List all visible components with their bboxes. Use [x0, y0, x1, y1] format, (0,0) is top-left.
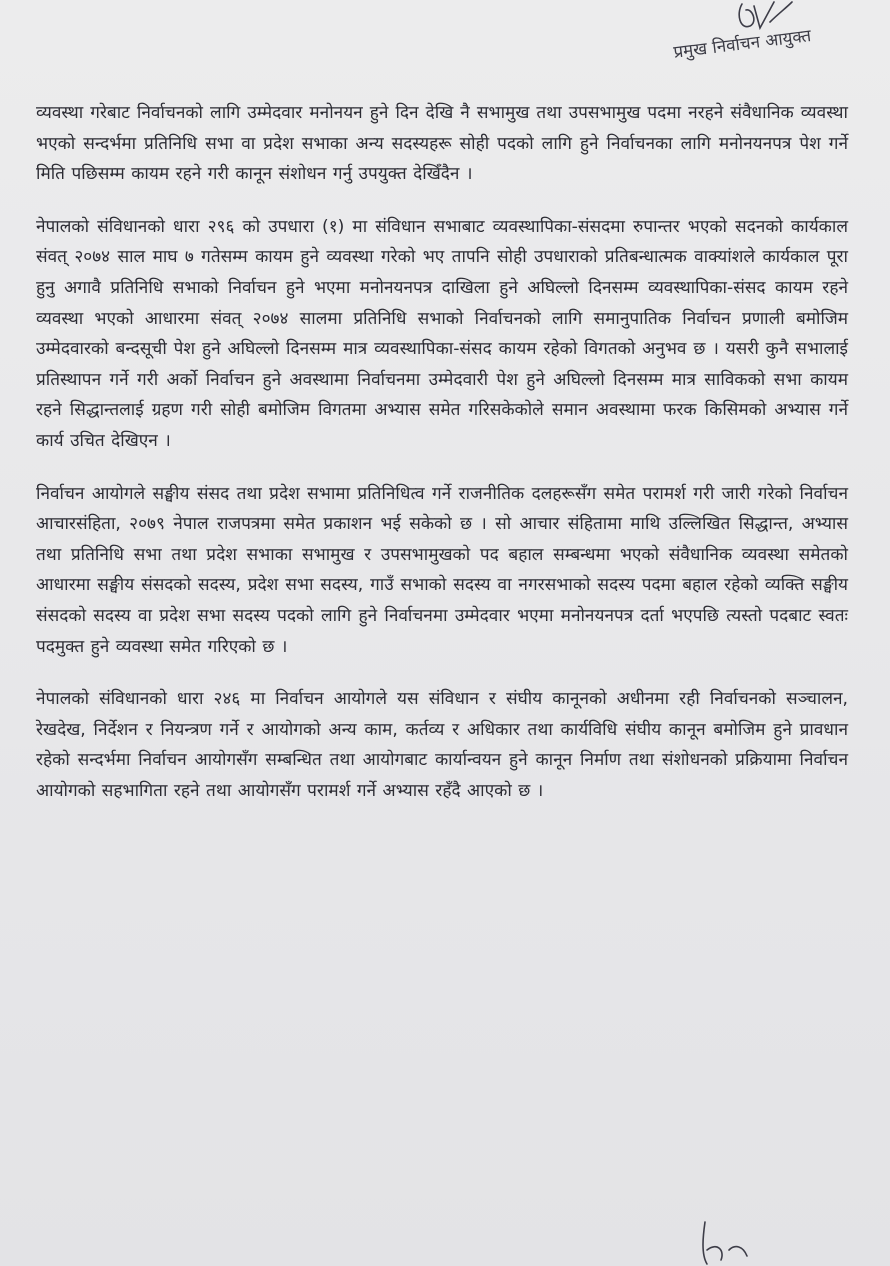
paragraph-2: नेपालको संविधानको धारा २९६ को उपधारा (१) मा संविधान सभाबाट व्यवस्थापिका-संसदमा रुपान्तर भएको सदनको कार्यकाल संवत् २०७४ साल माघ ७ गतेसम्म कायम हुने व्यवस्था गरेको भए तापनि सोही उपधाराको प्रतिबन्धात्मक वाक्यांशले कार्यकाल पूरा हुनु अगावै प्रतिनिधि सभाको निर्वाचन हुने भएमा मनोनयनपत्र दाखिला हुने अघिल्लो दिनसम्म व्यवस्थापिका-संसद कायम रहने व्यवस्था भएको आधारमा संवत् २०७४ सालमा प्रतिनिधि सभाको निर्वाचनको लागि समानुपातिक निर्वाचन प्रणाली बमोजिम उम्मेदवारको बन्दसूची पेश हुने अघिल्लो दिनसम्म मात्र व्यवस्थापिका-संसद कायम रहेको विगतको अनुभव छ । यसरी कुनै सभालाई प्रतिस्थापन गर्ने गरी अर्को निर्वाचन हुने अवस्थामा निर्वाचनमा उम्मेदवारी पेश हुने अघिल्लो दिनसम्म मात्र साविकको सभा कायम रहने सिद्धान्तलाई ग्रहण गरी सोही बमोजिम विगतमा अभ्यास समेत गरिसकेकोले समान अवस्थामा फरक किसिमको अभ्यास गर्ने कार्य उचित देखिएन । — [36, 216, 848, 451]
handwritten-signature-bottom — [695, 1220, 775, 1266]
paragraph-1: व्यवस्था गरेबाट निर्वाचनको लागि उम्मेदवार मनोनयन हुने दिन देखि नै सभामुख तथा उपसभामुख पदमा नरहने संवैधानिक व्यवस्था भएको सन्दर्भमा प्रतिनिधि सभा वा प्रदेश सभाका अन्य सदस्यहरू सोही पदको लागि हुने निर्वाचनका लागि मनोनयनपत्र पेश गर्ने मिति पछिसम्म कायम रहने गरी कानून संशोधन गर्नु उपयुक्त देखिँदैन । — [36, 103, 848, 185]
paragraph-3: निर्वाचन आयोगले सङ्घीय संसद तथा प्रदेश सभामा प्रतिनिधित्व गर्ने राजनीतिक दलहरूसँग समेत परामर्श गरी जारी गरेको निर्वाचन आचारसंहिता, २०७९ नेपाल राजपत्रमा समेत प्रकाशन भई सकेको छ । सो आचार संहितामा माथि उल्लिखित सिद्धान्त, अभ्यास तथा प्रतिनिधि सभा तथा प्रदेश सभाका सभामुख र उपसभामुखको पद बहाल सम्बन्धमा भएको संवैधानिक व्यवस्था समेतको आधारमा सङ्घीय संसदको सदस्य, प्रदेश सभा सदस्य, गाउँ सभाको सदस्य वा नगरसभाको सदस्य पदमा बहाल रहेको व्यक्ति सङ्घीय संसदको सदस्य वा प्रदेश सभा सदस्य पदको लागि हुने निर्वाचनमा उम्मेदवार भएमा मनोनयनपत्र दर्ता भएपछि त्यस्तो पदबाट स्वतः पदमुक्त हुने व्यवस्था समेत गरिएको छ । — [36, 483, 848, 657]
letter-body — [36, 98, 848, 828]
designation-label: प्रमुख निर्वाचन आयुक्त — [672, 26, 813, 63]
paragraph-4: नेपालको संविधानको धारा २४६ मा निर्वाचन आयोगले यस संविधान र संघीय कानूनको अधीनमा रही निर्वाचनको सञ्चालन, रेखदेख, निर्देशन र नियन्त्रण गर्ने र आयोगको अन्य काम, कर्तव्य र अधिकार तथा कार्यविधि संघीय कानून बमोजिम हुने प्रावधान रहेको सन्दर्भमा निर्वाचन आयोगसँग सम्बन्धित तथा आयोगबाट कार्यान्वयन हुने कानून निर्माण तथा संशोधनको प्रक्रियामा निर्वाचन आयोगको सहभागिता रहने तथा आयोगसँग परामर्श गर्ने अभ्यास रहँदै आएको छ । — [36, 689, 848, 801]
